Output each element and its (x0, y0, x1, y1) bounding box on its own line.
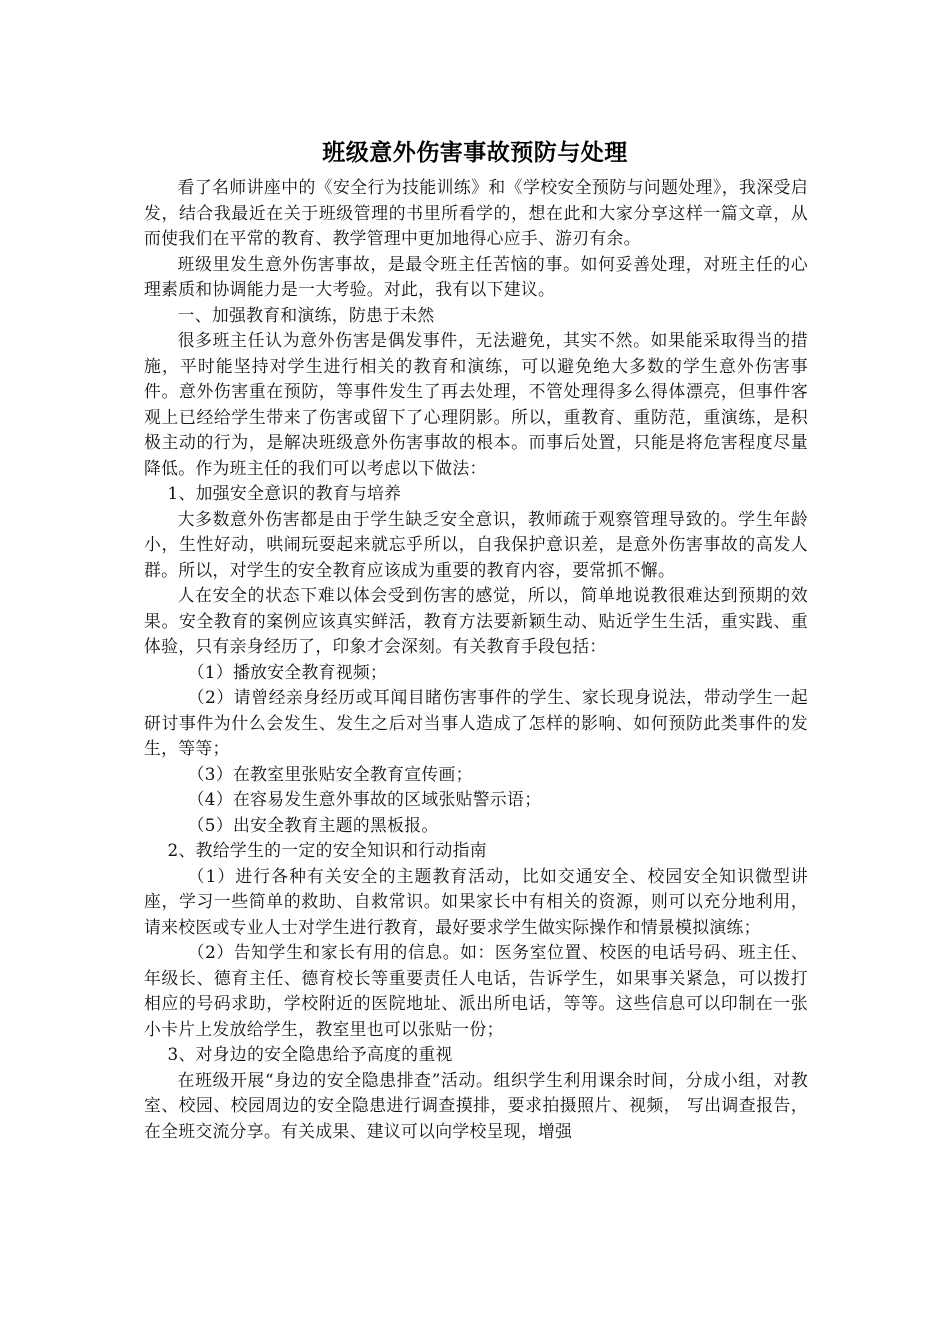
body-paragraph: 在班级开展“身边的安全隐患排查”活动。组织学生利用课余时间，分成小组，对教室、校园、校园周边的安全隐患进行调查摸排，要求拍摄照片、视频， 写出调查报告，在全班交流分享。有关成果、建议可以向学校呈现，增强 (144, 1069, 808, 1141)
list-item: （5）出安全教育主题的黑板报。 (187, 814, 439, 835)
list-item: （3）在教室里张贴安全教育宣传画； (187, 763, 473, 784)
document-title: 班级意外伤害事故预防与处理 (322, 140, 628, 166)
document-body (144, 175, 808, 1144)
body-paragraph: 很多班主任认为意外伤害是偶发事件，无法避免，其实不然。如果能采取得当的措施，平时能坚持对学生进行相关的教育和演练，可以避免绝大多数的学生意外伤害事件。意外伤害重在预防，等事件发生了再去处理，不管处理得多么得体漂亮，但事件客观上已经给学生带来了伤害或留下了心理阴影。所以，重教育、重防范，重演练，是积极主动的行为，是解决班级意外伤害事故的根本。而事后处置，只能是将危害程度尽量降低。作为班主任的我们可以考虑以下做法： (144, 330, 808, 478)
list-item: （2）请曾经亲身经历或耳闻目睹伤害事件的学生、家长现身说法，带动学生一起研讨事件为什么会发生、发生之后对当事人造成了怎样的影响、如何预防此类事件的发生，等等； (144, 687, 808, 758)
section-heading-1: 一、加强教育和演练，防患于未然 (177, 304, 435, 325)
list-item: （2）告知学生和家长有用的信息。如：医务室位置、校医的电话号码、班主任、年级长、德育主任、德育校长等重要责任人电话，告诉学生，如果事关紧急，可以拨打相应的号码求助，学校附近的医院地址、派出所电话，等等。这些信息可以印制在一张小卡片上发放给学生，教室里也可以张贴一份； (144, 942, 808, 1039)
intro-paragraph: 看了名师讲座中的《安全行为技能训练》和《学校安全预防与问题处理》，我深受启发，结合我最近在关于班级管理的书里所看学的，想在此和大家分享这样一篇文章，从而使我们在平常的教育、教学管理中更加地得心应手、游刃有余。 (144, 177, 808, 248)
body-paragraph: 大多数意外伤害都是由于学生缺乏安全意识，教师疏于观察管理导致的。学生年龄小，生性好动，哄闹玩耍起来就忘乎所以，自我保护意识差，是意外伤害事故的高发人群。所以，对学生的安全教育应该成为重要的教育内容，要常抓不懈。 (144, 508, 808, 580)
subsection-heading-1: 1、加强安全意识的教育与培养 (167, 483, 402, 503)
subsection-heading-3: 3、对身边的安全隐患给予高度的重视 (167, 1044, 453, 1064)
overview-paragraph: 班级里发生意外伤害事故，是最令班主任苦恼的事。如何妥善处理，对班主任的心理素质和协调能力是一大考验。对此，我有以下建议。 (144, 253, 808, 299)
list-item: （1）进行各种有关安全的主题教育活动，比如交通安全、校园安全知识微型讲座，学习一些简单的救助、自救常识。如果家长中有相关的资源，则可以充分地利用，请来校医或专业人士对学生进行教育，最好要求学生做实际操作和情景模拟演练； (144, 865, 808, 937)
body-paragraph: 人在安全的状态下难以体会受到伤害的感觉，所以，简单地说教很难达到预期的效果。安全教育的案例应该真实鲜活，教育方法要新颖生动、贴近学生生活，重实践、重体验，只有亲身经历了，印象才会深刻。有关教育手段包括： (144, 585, 808, 656)
list-item: （1）播放安全教育视频； (187, 661, 388, 682)
subsection-heading-2: 2、教给学生的一定的安全知识和行动指南 (167, 840, 487, 860)
list-item: （4）在容易发生意外事故的区域张贴警示语； (187, 789, 542, 809)
